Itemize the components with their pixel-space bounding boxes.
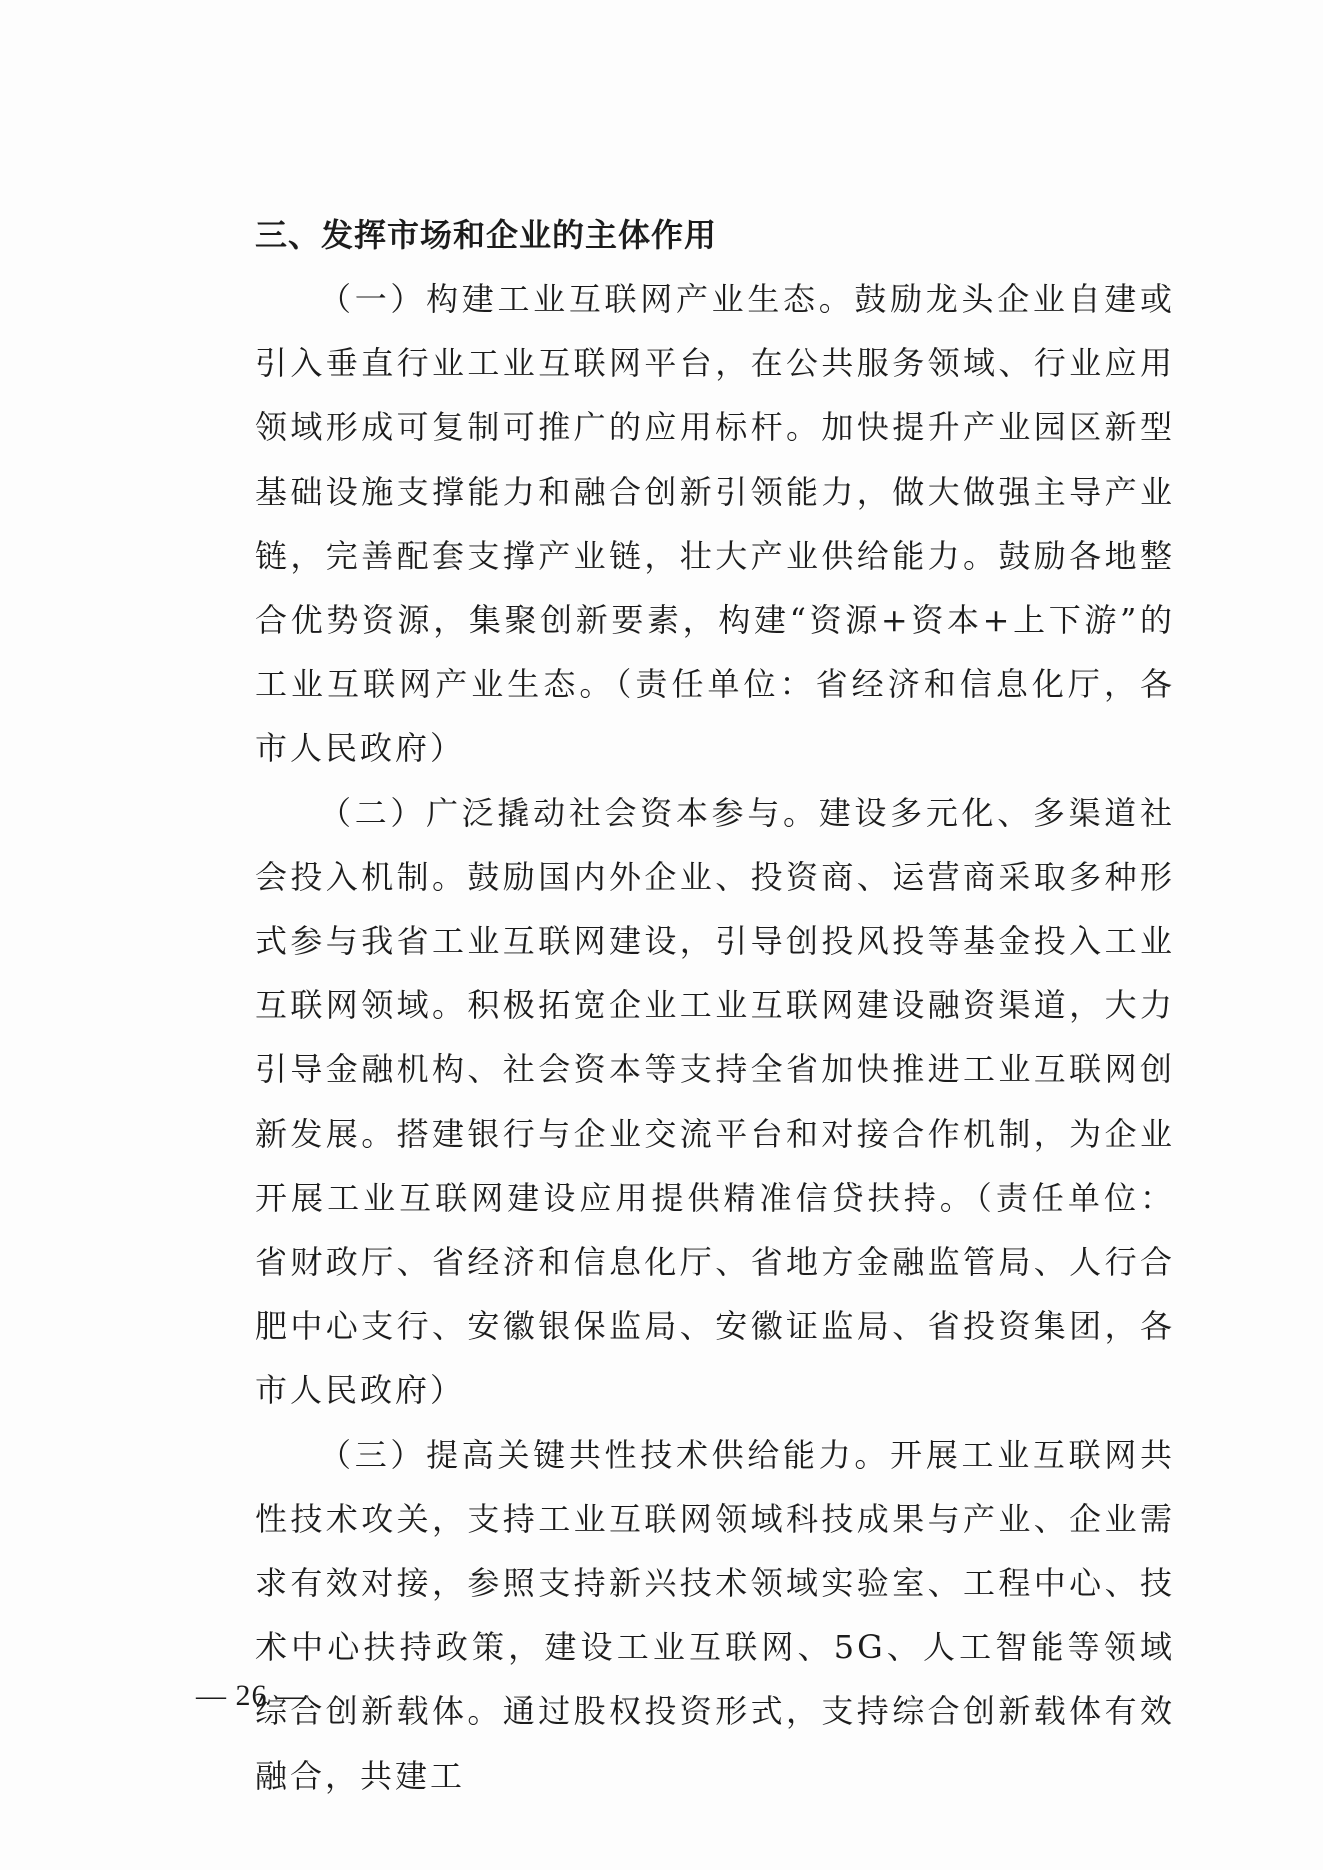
paragraph-industry-ecosystem [255, 267, 1175, 781]
document-body [255, 203, 1175, 1808]
paragraph-lead: （一）构建工业互联网产业生态。 [319, 280, 855, 318]
section-heading: 三、发挥市场和企业的主体作用 [255, 216, 718, 254]
paragraph-text: 开展工业互联网共性技术攻关，支持工业互联网领域科技成果与产业、企业需求有效对接，参照支持新兴技术领域实验室、工程中心、技术中心扶持政策，建设工业互联网、5G、人工智能等领域综合创新载体。通过股权投资形式，支持综合创新载体有效融合，共建工 [255, 1435, 1175, 1795]
paragraph-lead: （三）提高关键共性技术供给能力。 [319, 1435, 891, 1474]
paragraph-lead: （二）广泛撬动社会资本参与。 [319, 793, 819, 832]
paragraph-text: 建设多元化、多渠道社会投入机制。鼓励国内外企业、投资商、运营商采取多种形式参与我省工业互联网建设，引导创投风投等基金投入工业互联网领域。积极拓宽企业工业互联网建设融资渠道，大力引导金融机构、社会资本等支持全省加快推进工业互联网创新发展。搭建银行与企业交流平台和对接合作机制，为企业开展工业互联网建设应用提供精准信贷扶持。（责任单位：省财政厅、省经济和信息化厅、省地方金融监管局、人行合肥中心支行、安徽银保监局、安徽证监局、省投资集团，各市人民政府） [255, 793, 1175, 1410]
page-number: — 26 — [196, 1679, 307, 1712]
paragraph-social-capital [255, 781, 1175, 1423]
paragraph-key-technology [255, 1423, 1175, 1808]
paragraph-text: 鼓励龙头企业自建或引入垂直行业工业互联网平台，在公共服务领域、行业应用领域形成可复制可推广的应用标杆。加快提升产业园区新型基础设施支撑能力和融合创新引领能力，做大做强主导产业链，完善配套支撑产业链，壮大产业供给能力。鼓励各地整合优势资源，集聚创新要素，构建“资源+资本+上下游”的工业互联网产业生态。（责任单位：省经济和信息化厅，各市人民政府） [255, 280, 1175, 768]
